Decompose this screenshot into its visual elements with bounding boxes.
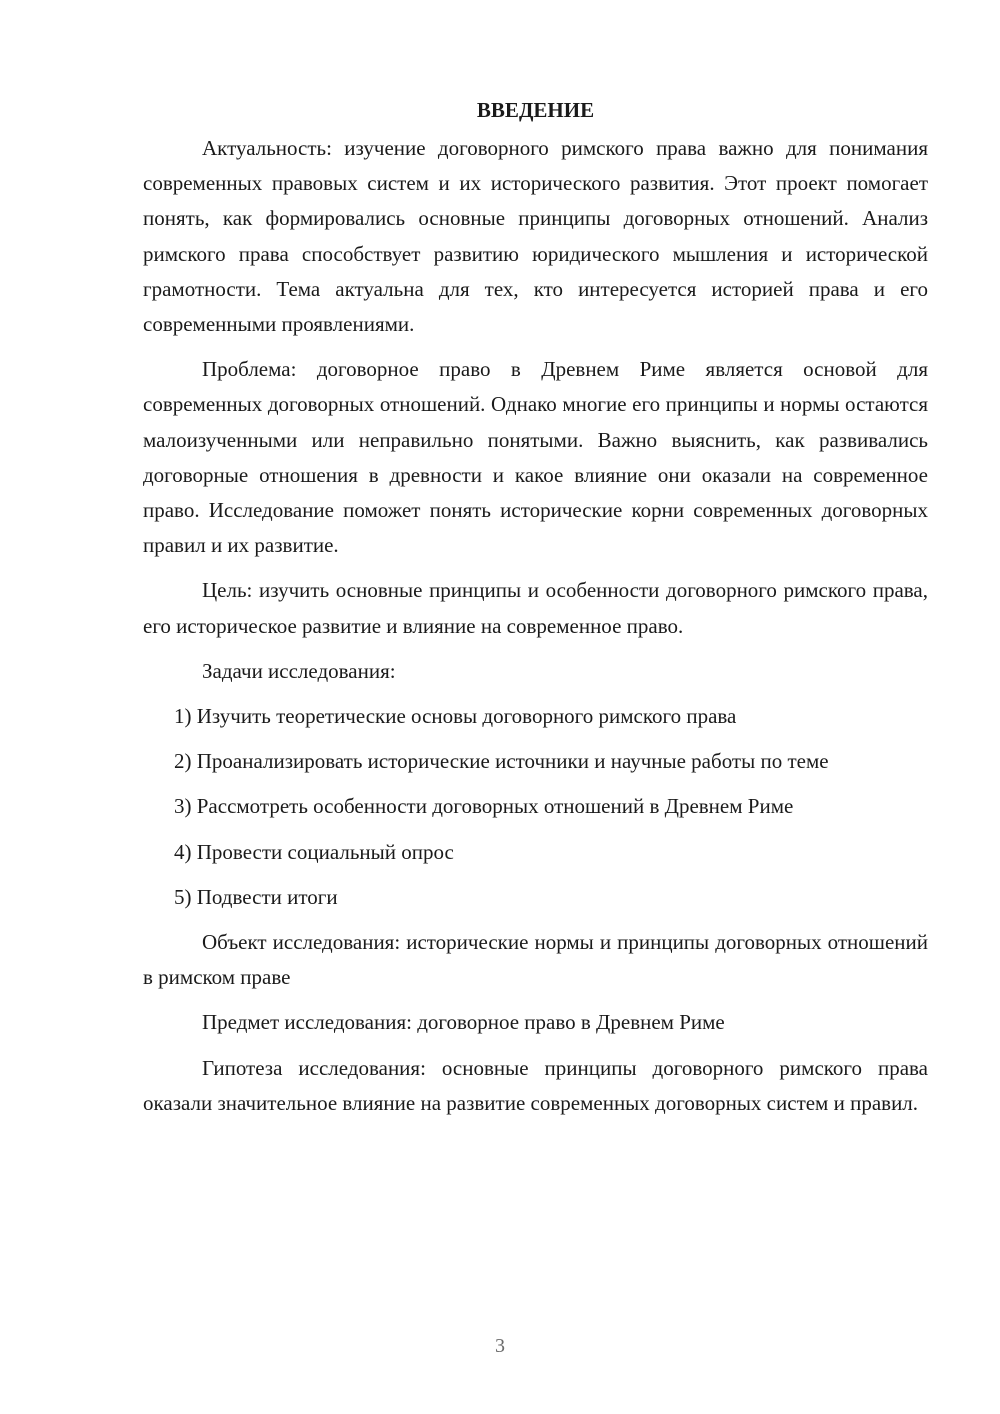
- list-item: 5) Подвести итоги: [174, 884, 338, 909]
- hypothesis-paragraph: Гипотеза исследования: основные принципы договорного римского права оказали значительное влияние на развитие современных договорных систем и правил.: [143, 1055, 928, 1115]
- list-item: 4) Провести социальный опрос: [174, 839, 454, 864]
- tasks-heading: Задачи исследования:: [202, 658, 396, 683]
- relevance-paragraph: Актуальность: изучение договорного римского права важно для понимания современных правовых систем и их исторического развития. Этот проект помогает понять, как формировались основные принципы договорных отношений. Анализ римского права способствует развитию юридического мышления и исторической грамотности. Тема актуальна для тех, кто интересуется историей права и его современными проявлениями.: [143, 136, 928, 337]
- list-item: 2) Проанализировать исторические источники и научные работы по теме: [174, 749, 829, 774]
- document-page: [143, 93, 928, 1131]
- list-item: 1) Изучить теоретические основы договорного римского права: [174, 704, 737, 729]
- subject-paragraph: Предмет исследования: договорное право в Древнем Риме: [202, 1010, 725, 1035]
- goal-paragraph: Цель: изучить основные принципы и особенности договорного римского права, его историческое развитие и влияние на современное право.: [143, 578, 928, 638]
- object-paragraph: Объект исследования: исторические нормы и принципы договорных отношений в римском праве: [143, 930, 928, 990]
- page-title: ВВЕДЕНИЕ: [476, 98, 595, 122]
- list-item: 3) Рассмотреть особенности договорных отношений в Древнем Риме: [174, 794, 794, 819]
- tasks-list: [143, 699, 928, 915]
- page-number: 3: [495, 1335, 505, 1357]
- problem-paragraph: Проблема: договорное право в Древнем Риме является основой для современных договорных отношений. Однако многие его принципы и нормы остаются малоизученными или неправильно понятыми. Важно выяснить, как развивались договорные отношения в древности и какое влияние они оказали на современное право. Исследование поможет понять исторические корни современных договорных правил и их развитие.: [143, 357, 928, 558]
